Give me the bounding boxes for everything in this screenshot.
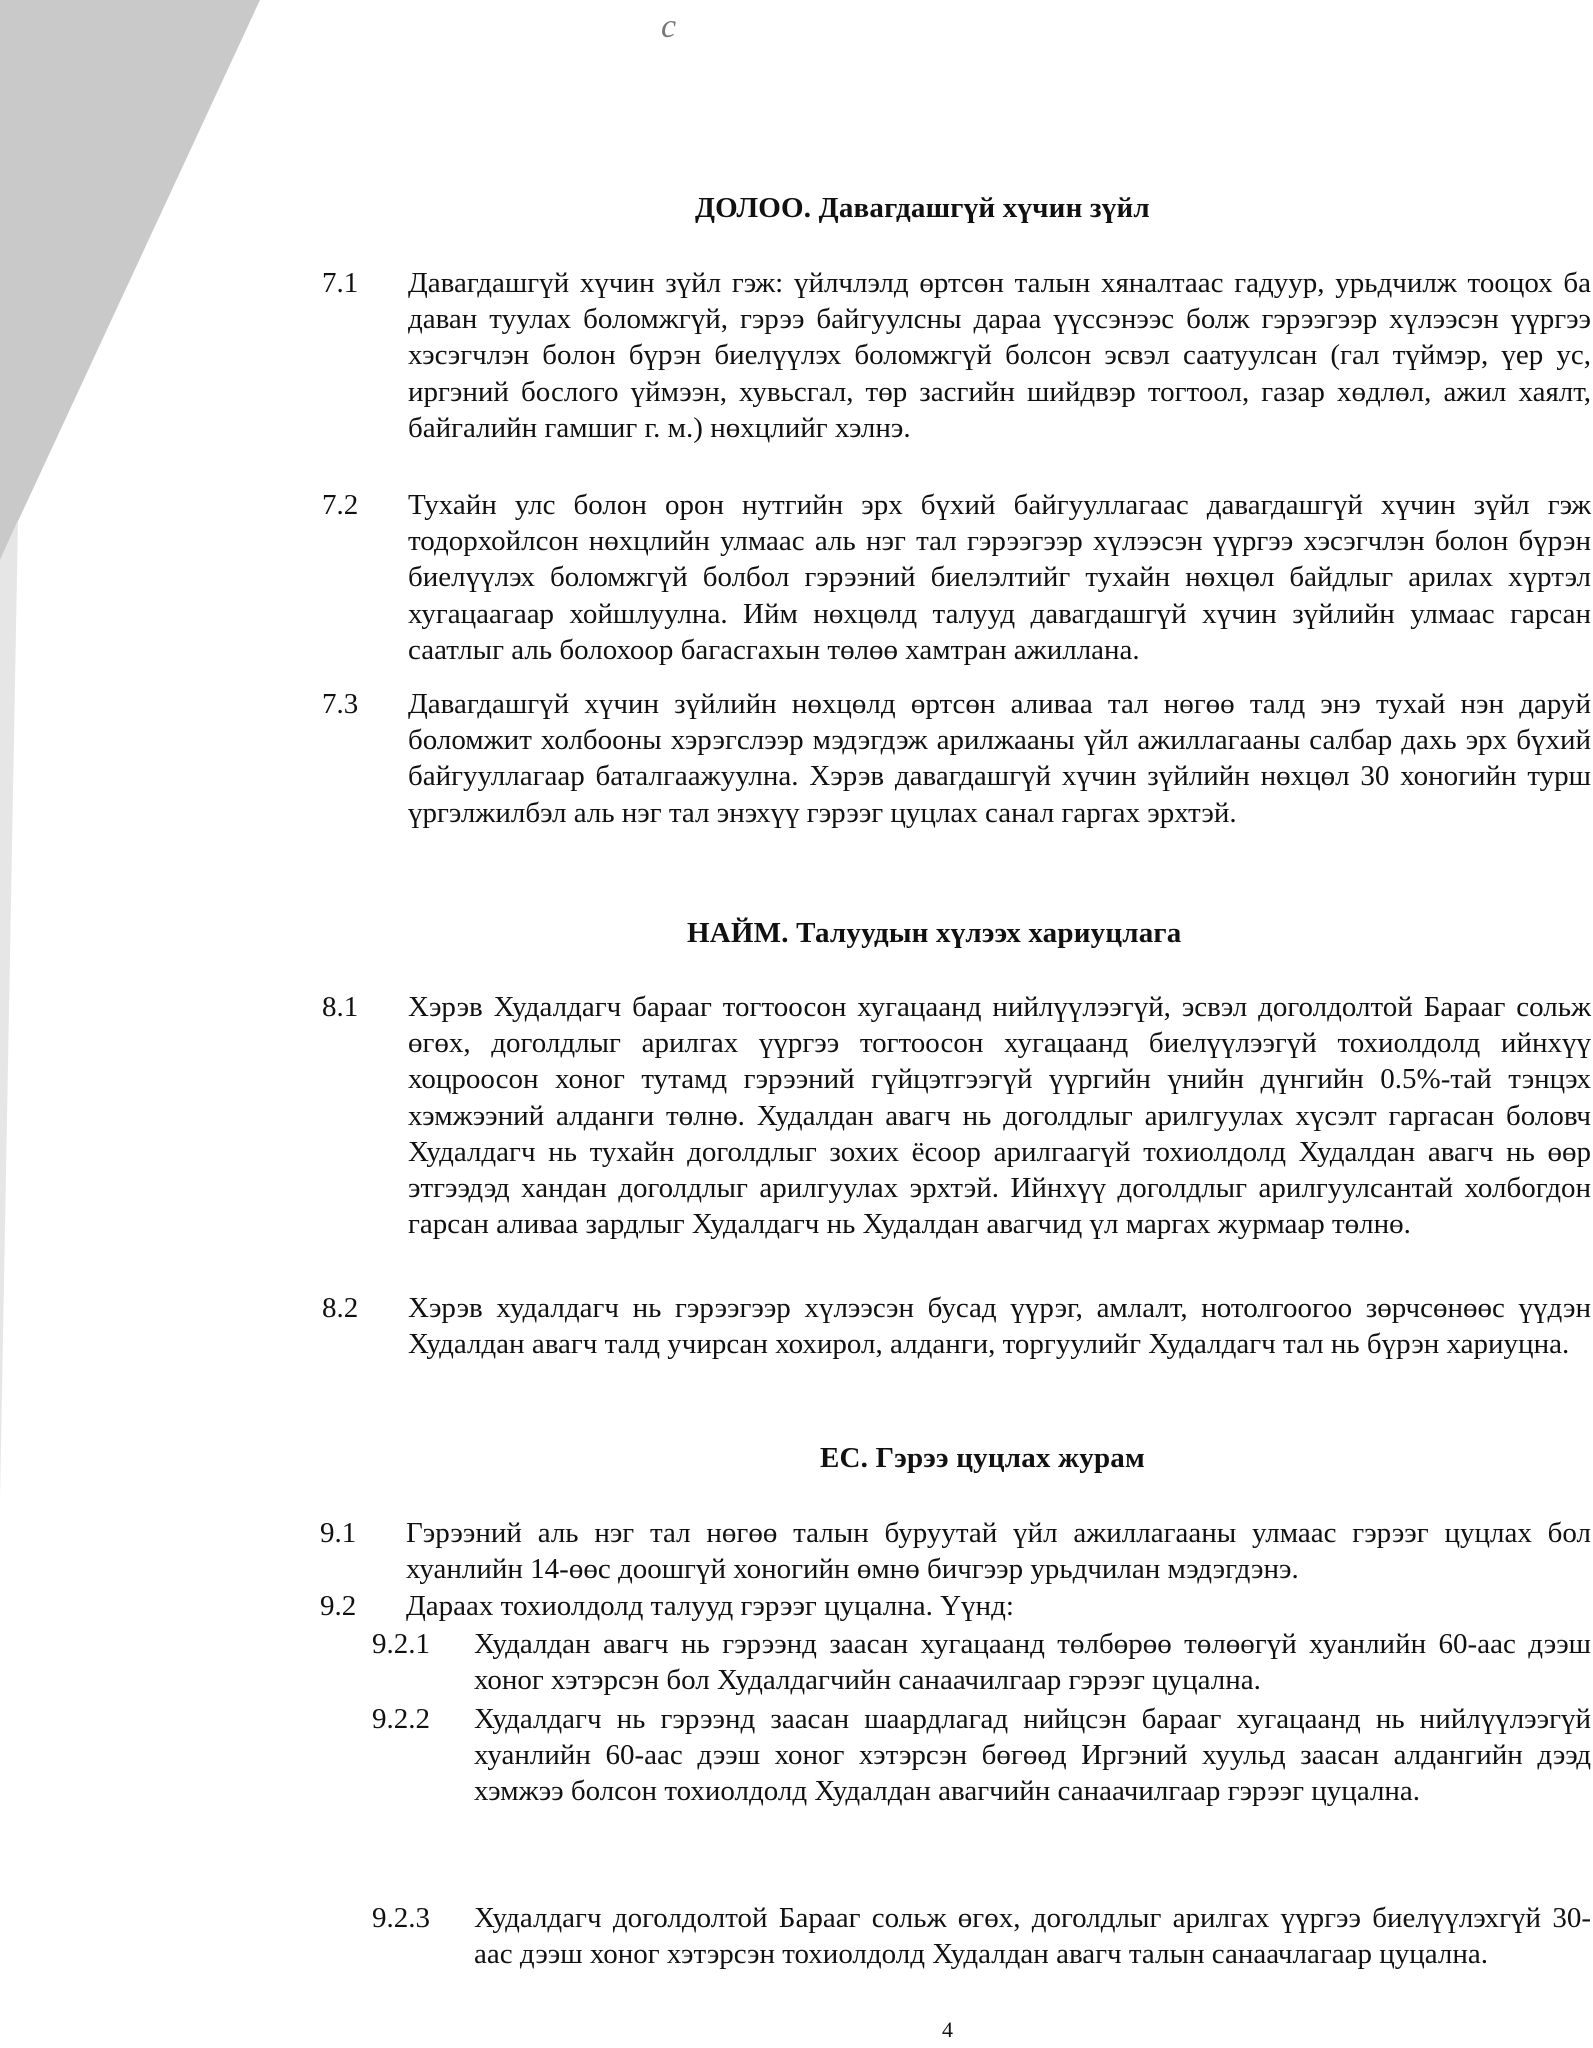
item-9-2-2-number: 9.2.2 [372, 1703, 430, 1735]
item-8-1-text: Хэрэв Худалдагч барааг тогтоосон хугацаанд нийлүүлээгүй, эсвэл доголдолтой Барааг сольж өгөх, доголдлыг арилгах үүргээ тогтоосон хугацаанд биелүүлээгүй тохиолдолд ийнхүү хоцроосон хоног тутамд гэрээний гүйцэтгээгүй үүргийн үнийн дүнгийн 0.5%-тай тэнцэх хэмжээний алданги төлнө. Худалдан авагч нь доголдлыг арилгуулах хүсэлт гаргасан боловч Худалдагч нь тухайн доголдлыг зохих ёсоор арилгаагүй тохиолдолд Худалдан авагч нь өөр этгээдэд хандан доголдлыг арилгуулах эрхтэй. Ийнхүү доголдлыг арилгуулсантай холбогдон гарсан аливаа зардлыг Худалдагч нь Худалдан авагчид үл маргах журмаар төлнө. [408, 991, 1591, 1241]
item-7-3-number: 7.3 [322, 688, 359, 720]
section-7-title: ДОЛОО. Давагдашгүй хүчин зүйл [695, 192, 1150, 224]
item-7-2-text: Тухайн улс болон орон нутгийн эрх бүхий байгууллагаас давагдашгүй хүчин зүйл гэж тодорхойлсон нөхцлийн улмаас аль нэг тал гэрээгээр хүлээсэн үүргээ хэсэгчлэн болон бүрэн биелүүлэх боломжгүй болбол гэрээний биелэлтийг тухайн нөхцөл байдлыг арилах хүртэл хугацаагаар хойшлуулна. Ийм нөхцөлд талууд давагдашгүй хүчин зүйлийн улмаас гарсан саатлыг аль болохоор багасгахын төлөө хамтран ажиллана. [408, 489, 1591, 666]
item-7-3-text: Давагдашгүй хүчин зүйлийн нөхцөлд өртсөн аливаа тал нөгөө талд энэ тухай нэн даруй боломжит холбооны хэрэгслээр мэдэгдэж арилжааны үйл ажиллагааны салбар дахь эрх бүхий байгууллагаар баталгаажуулна. Хэрэв давагдашгүй хүчин зүйлийн нөхцөл 30 хоногийн турш үргэлжилбэл аль нэг тал энэхүү гэрээг цуцлах санал гаргах эрхтэй. [408, 688, 1591, 829]
item-7-1-number: 7.1 [322, 267, 359, 299]
item-9-1-text: Гэрээний аль нэг тал нөгөө талын буруутай үйл ажиллагааны улмаас гэрээг цуцлах бол хуанлийн 14-өөс доошгүй хоногийн өмнө бичгээр урьдчилан мэдэгдэнэ. [406, 1517, 1591, 1586]
page-number: 4 [942, 2017, 953, 2042]
item-9-2-3-number: 9.2.3 [372, 1902, 430, 1934]
item-9-2-2-text: Худалдагч нь гэрээнд заасан шаардлагад нийцсэн барааг хугацаанд нь нийлүүлээгүй хуанлийн 60-аас дээш хоног хэтэрсэн бөгөөд Иргэний хуульд заасан алдангийн дээд хэмжээ болсон тохиолдолд Худалдан авагчийн санаачилгаар гэрээг цуцална. [474, 1703, 1591, 1808]
item-7-1-text: Давагдашгүй хүчин зүйл гэж: үйлчлэлд өртсөн талын хяналтаас гадуур, урьдчилж тооцох ба даван туулах боломжгүй, гэрээ байгуулсны дараа үүссэнээс болж гэрээгээр хүлээсэн үүргээ хэсэгчлэн болон бүрэн биелүүлэх боломжгүй болсон эсвэл саатуулсан (гал түймэр, үер ус, иргэний бослого үймээн, хувьсгал, төр засгийн шийдвэр тогтоол, газар хөдлөл, ажил хаялт, байгалийн гамшиг г. м.) нөхцлийг хэлнэ. [408, 267, 1591, 444]
item-7-2-number: 7.2 [322, 489, 359, 521]
handwritten-mark: c [661, 8, 677, 45]
item-9-2-number: 9.2 [320, 1590, 357, 1622]
item-9-2-text: Дараах тохиолдолд талууд гэрээг цуцална. Үүнд: [406, 1590, 1014, 1622]
item-8-2-text: Хэрэв худалдагч нь гэрээгээр хүлээсэн бусад үүрэг, амлалт, нотолгоогоо зөрчсөнөөс үүдэн Худалдан авагч талд учирсан хохирол, алданги, торгуулийг Худалдагч тал нь бүрэн хариуцна. [408, 1292, 1591, 1361]
item-9-2-3-text: Худалдагч доголдолтой Барааг сольж өгөх, доголдлыг арилгах үүргээ биелүүлэхгүй 30-аас дээш хоног хэтэрсэн тохиолдолд Худалдан авагч талын санаачлагаар цуцална. [474, 1902, 1591, 1971]
item-9-1-number: 9.1 [320, 1517, 357, 1549]
item-9-2-1-text: Худалдан авагч нь гэрээнд заасан хугацаанд төлбөрөө төлөөгүй хуанлийн 60-аас дээш хоног хэтэрсэн бол Худалдагчийн санаачилгаар гэрээг цуцална. [474, 1628, 1591, 1697]
section-8-title: НАЙМ. Талуудын хүлээх хариуцлага [687, 917, 1182, 949]
item-9-2-1-number: 9.2.1 [372, 1628, 430, 1660]
item-8-2-number: 8.2 [322, 1292, 359, 1324]
item-8-1-number: 8.1 [322, 991, 359, 1023]
section-9-title: ЕС. Гэрээ цуцлах журам [820, 1442, 1145, 1474]
